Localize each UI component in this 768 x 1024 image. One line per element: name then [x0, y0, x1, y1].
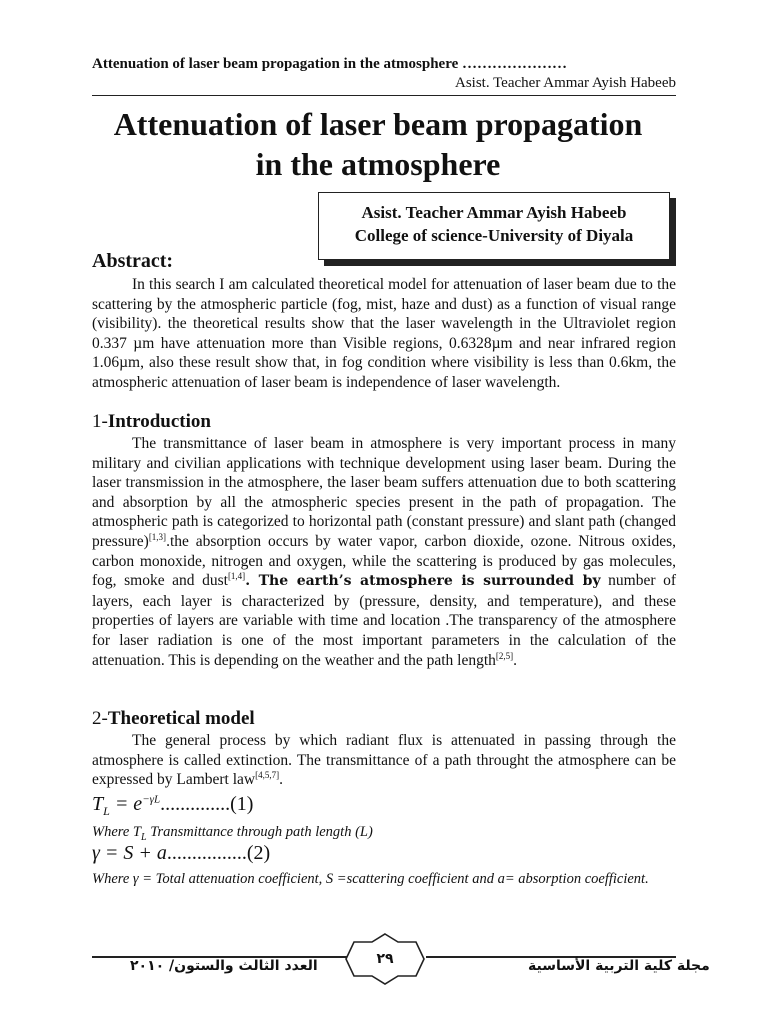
citation-ref: [2,5] — [495, 650, 514, 661]
equation-1 — [92, 793, 253, 819]
intro-text-2: .the absorption occurs by water vapor, carbon dioxide, ozone. Nitrous oxides, carbon monoxide, nitrogen and oxygen, while the scattering is produced by gas molecules, fog, smoke and dust — [92, 532, 676, 590]
intro-text-5: . — [513, 651, 518, 669]
citation-ref: [1,3] — [148, 531, 167, 542]
eq1-equals: = e — [109, 793, 143, 815]
title-line-2: in the atmosphere — [255, 146, 501, 182]
intro-text-3: . The earth’s atmosphere is surrounded by — [245, 573, 601, 590]
introduction-paragraph — [92, 434, 676, 670]
equation-2 — [92, 842, 270, 865]
abstract-text: In this search I am calculated theoretical model for attenuation of laser beam due to the scattering by the atmospheric particle (fog, mist, haze and dust) as a function of visual range (visibility). the theoretical results show that the laser wavelength in the Ultraviolet region 0.337 µm have attenuation more than Visible regions, 0.6328µm and near infrared region 1.06µm, also these result show that, in fog condition where visibility is less than 0.6km, the atmospheric attenuation of laser beam is independence of laser wavelength. — [92, 276, 676, 391]
where1-rest: Transmittance through path length (L) — [146, 824, 373, 840]
intro-text-4: number of layers, each layer is characterized by (pressure, density, and temperature), and these properties of layers are variable with time and location .The transparency of the atmosphere for laser radiation is one of the most important parameters in the calculation of the attenuation. This is depending on the weather and the path length — [92, 572, 676, 669]
running-title: Attenuation of laser beam propagation in the atmosphere ………………… — [92, 56, 568, 72]
theory-text-1: The general process by which radiant flux is attenuated in passing through the atmosphere is called extinction. The transmittance of a path throught the atmosphere can be expressed by Lambert law — [92, 732, 676, 789]
section-2-heading — [92, 708, 255, 730]
page-number: ٢٩ — [376, 951, 394, 967]
footer-issue-text: العدد الثالث والستون/ ٢٠١٠ — [130, 958, 318, 974]
eq1-number: ..............(1) — [160, 793, 254, 815]
theory-paragraph — [92, 731, 676, 790]
eq1-lhs: T — [92, 793, 104, 815]
author-name: Asist. Teacher Ammar Ayish Habeeb — [361, 203, 627, 222]
section-2-title: Theoretical model — [107, 708, 255, 729]
citation-ref: [1,4] — [227, 571, 246, 581]
where1-text: Where T — [92, 824, 141, 840]
intro-text-1: The transmittance of laser beam in atmosphere is very important process in many military and civilian applications with technique development using laser beam. During the laser transmission in the atmosphere, the laser beam suffers attenuation due to both scattering and absorption by all the atmospheric species present in the path of propagation. The atmospheric path is categorized to horizontal path (constant pressure) and slant path (changed pressure) — [92, 435, 676, 550]
section-1-number: 1- — [92, 411, 108, 432]
citation-ref: [4,5,7] — [255, 770, 280, 781]
section-1-title: Introduction — [107, 411, 211, 432]
abstract-heading: Abstract: — [92, 250, 174, 272]
paper-title — [80, 104, 676, 184]
running-author: Asist. Teacher Ammar Ayish Habeeb — [455, 75, 676, 91]
header-rule — [92, 95, 676, 96]
theory-text-2: . — [279, 771, 283, 789]
section-1-heading — [92, 411, 211, 433]
author-affiliation: College of science-University of Diyala — [354, 226, 634, 245]
footer-journal-name: مجلة كلية التربية الأساسية — [528, 958, 710, 974]
author-box — [318, 192, 670, 260]
section-2-number: 2- — [92, 708, 108, 729]
where-2: Where γ = Total attenuation coefficient, S =scattering coefficient and a= absorption coefficient. — [92, 871, 649, 887]
title-line-1: Attenuation of laser beam propagation — [113, 106, 643, 142]
eq1-exponent: −γL — [142, 793, 161, 806]
eq1-subscript: L — [103, 804, 110, 818]
eq2-expression: γ = S + a — [92, 842, 167, 864]
eq2-number: ................(2) — [166, 842, 271, 864]
where1-subscript: L — [141, 831, 147, 843]
